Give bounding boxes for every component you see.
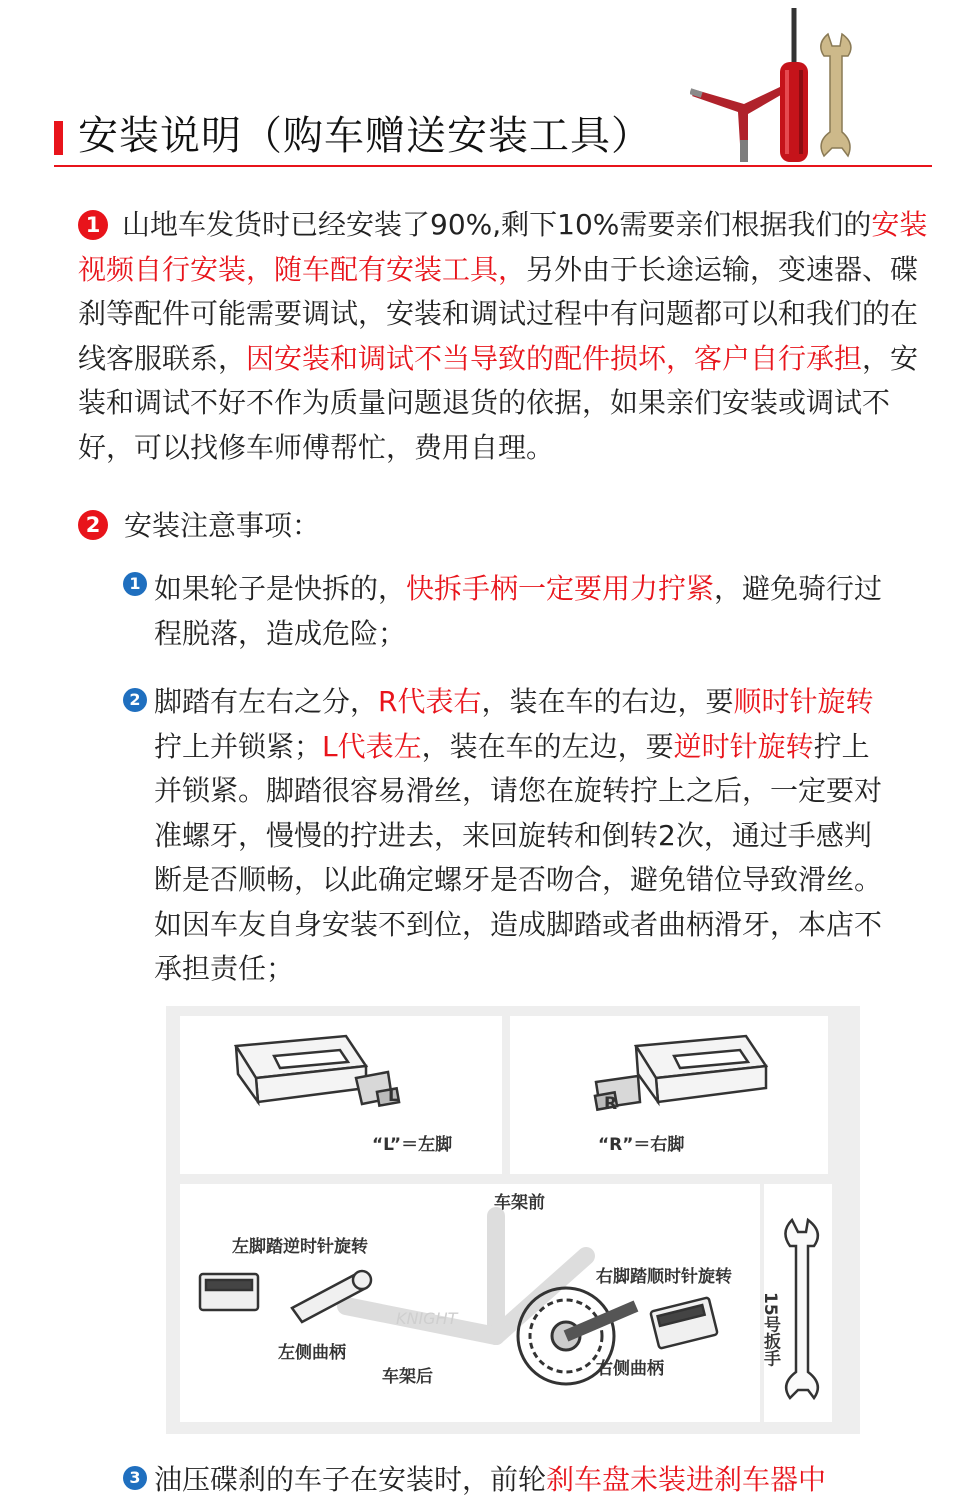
- text-run-highlight: 顺时针旋转: [733, 685, 874, 718]
- text-run: 拧上并锁紧。脚踏很容易滑丝，请您在旋转拧上之后，一定要对准螺牙，慢慢的拧进去，来回旋转和倒转2次，通过手感判断是否顺畅，以此确定螺牙是否吻合，避免错位导致滑丝。如因车友自身安装不到位，造成脚踏或者曲柄滑牙，本店不承担责任；: [154, 729, 883, 985]
- text-run: 山地车发货时已经安装了90%,剩下10%需要亲们根据我们的: [122, 208, 872, 241]
- text-run-highlight: L代表左: [322, 729, 422, 763]
- item-number-badge: 2: [123, 688, 147, 712]
- y-hex-tool-icon: [690, 86, 786, 162]
- text-run: 油压碟刹的车子在安装时，前轮: [154, 1463, 547, 1496]
- right-crank-label: 右侧曲柄: [596, 1359, 664, 1379]
- title-underline: [54, 165, 932, 167]
- screwdriver-icon: [780, 8, 808, 162]
- frame-front-label: 车架前: [494, 1193, 545, 1213]
- left-pedal-rotate-label: 左脚踏逆时针旋转: [232, 1237, 368, 1257]
- title-accent-bar: [54, 121, 63, 155]
- text-run-highlight: 因安装和调试不当导致的配件损坏，客户自行承担: [246, 341, 863, 375]
- right-pedal-rotate-label: 右脚踏顺时针旋转: [596, 1267, 732, 1287]
- item1-paragraph: [154, 567, 894, 656]
- section-number-badge: 1: [78, 210, 108, 240]
- text-run-highlight: 刹车盘未装进刹车器中: [546, 1463, 827, 1496]
- section-number-badge: 2: [78, 510, 108, 540]
- text-run: ，避免骑行过程脱落，造成危险；: [154, 572, 883, 650]
- text-run: ，安装和调试不好不作为质量问题退货的依据，如果亲们安装或调试不好，可以找修车师傅帮忙，费用自理。: [78, 341, 919, 464]
- text-run: 拧上并锁紧；: [154, 729, 323, 763]
- wrench-icon: [821, 34, 851, 156]
- text-run-highlight: 安装视频自行安装，随车配有安装工具，: [78, 208, 928, 286]
- item3-paragraph: [154, 1458, 894, 1503]
- left-crank-label: 左侧曲柄: [278, 1343, 346, 1363]
- item2-paragraph: [154, 680, 894, 992]
- text-run: 如果轮子是快拆的，: [154, 572, 407, 605]
- pedal-letter-l: L: [388, 1086, 399, 1106]
- bike-tools-icon: [690, 4, 870, 170]
- text-run-highlight: 快拆手柄一定要用力拧紧: [406, 572, 715, 605]
- wrench-label: 15号扳手: [760, 1292, 780, 1367]
- right-pedal-label: “R”＝右脚: [598, 1135, 685, 1155]
- text-run: 另外由于长途运输，变速器、碟刹等配件可能需要调试，安装和调试过程中有问题都可以和我们的在线客服联系，: [78, 252, 919, 375]
- text-run: ，装在车的右边，要: [481, 685, 734, 718]
- section1-paragraph: [78, 203, 928, 470]
- left-pedal-label: “L”＝左脚: [372, 1135, 453, 1155]
- pedal-installation-diagram: [166, 1006, 860, 1434]
- text-run: ，装在车的左边，要: [421, 729, 674, 763]
- frame-brand: KNIGHT: [396, 1309, 458, 1328]
- text-run: 脚踏有左右之分，: [154, 685, 379, 718]
- page-title: 安装说明（购车赠送安装工具）: [78, 113, 652, 159]
- frame-rear-label: 车架后: [382, 1367, 433, 1387]
- text-run-highlight: R代表右: [378, 685, 482, 718]
- item-number-badge: 3: [123, 1466, 147, 1490]
- text-run-highlight: 逆时针旋转: [673, 729, 814, 763]
- pedal-letter-r: R: [604, 1094, 618, 1114]
- section2-title: 安装注意事项：: [124, 509, 321, 542]
- item-number-badge: 1: [123, 572, 147, 596]
